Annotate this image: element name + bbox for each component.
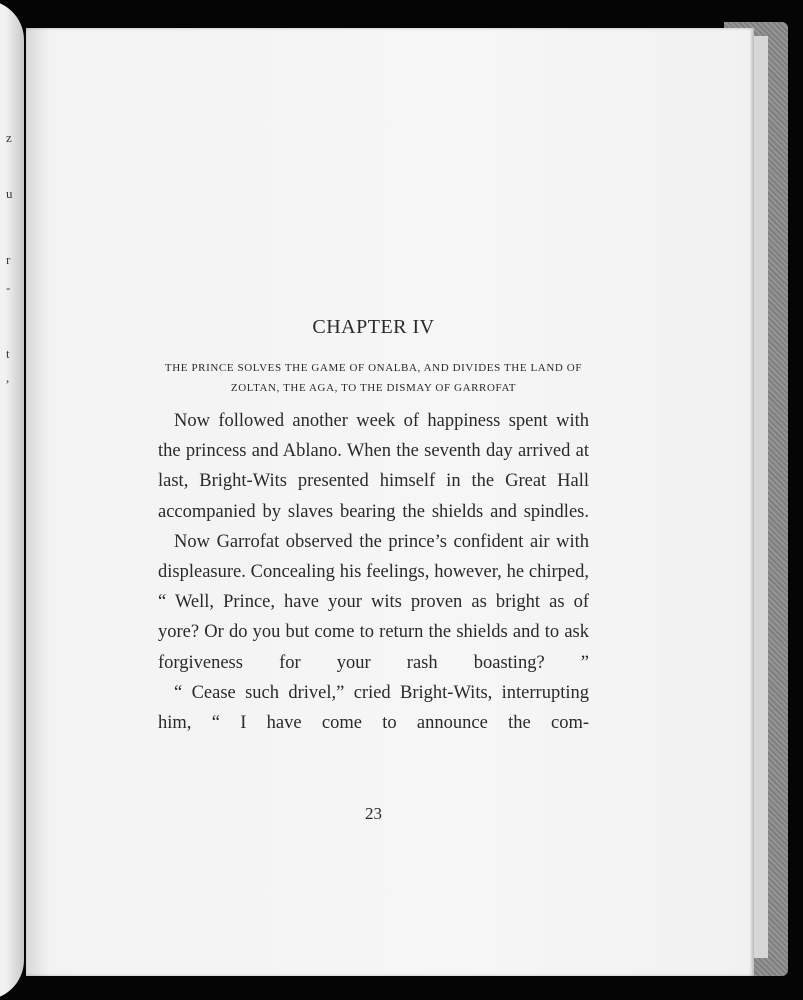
chapter-subtitle: THE PRINCE SOLVES THE GAME OF ONALBA, AND DIVIDES THE LAND OF ZOLTAN, THE AGA, TO THE DISMAY OF GARROFAT xyxy=(164,362,583,394)
bleed-through-mark: u xyxy=(6,186,13,201)
bleed-through-mark: - xyxy=(6,280,11,295)
paragraph: Now followed another week of happiness spent with the princess and Ablano. When the seventh day arrived at last, Bright-Wits presented himself in the Great Hall accompanied by slaves bearing the shields and spindles. xyxy=(158,411,589,522)
bleed-through-mark: z xyxy=(6,130,12,145)
page-number: 23 xyxy=(365,804,382,823)
paragraph: “ Cease such drivel,” cried Bright-Wits, interrupting him, “ I have come to announce the com- xyxy=(158,682,589,734)
bleed-through-mark: t xyxy=(6,346,10,361)
bleed-through-mark: r xyxy=(6,252,11,267)
chapter-title: CHAPTER IV xyxy=(312,316,435,338)
facing-page-edge xyxy=(0,0,24,1000)
page-stack-edge xyxy=(752,36,768,958)
bleed-through-mark: , xyxy=(6,370,10,385)
chapter-body xyxy=(158,406,589,738)
paragraph: Now Garrofat observed the prince’s confident air with displeasure. Concealing his feelings, however, he chirped, “ Well, Prince, have your wits proven as bright as of yore? Or do you but come to return the shields and to ask forgiveness for your rash boasting? ” xyxy=(158,531,589,673)
